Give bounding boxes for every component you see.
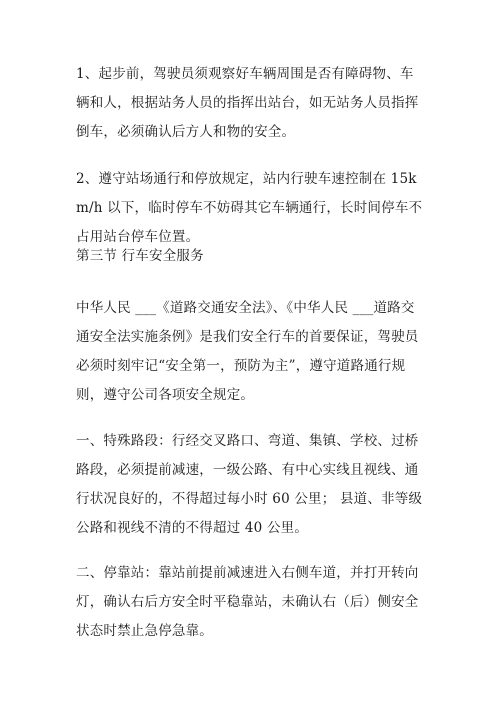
paragraph-departure-safety: 1、起步前，驾驶员须观察好车辆周围是否有障碍物、车辆和人，根据站务人员的指挥出站台，如无站务人员指挥倒车，必须确认后方人和物的安全。	[76, 66, 419, 140]
paragraph-traffic-law: 中华人民 ___《道路交通安全法》、《中华人民 ___道路交通安全法实施条例》是我们安全行车的首要保证，驾驶员必须时刻牢记“安全第一，预防为主”，遵守道路通行规则，遵守公司各项安全规定。	[76, 300, 419, 403]
paragraph-stop-station: 二、停靠站：靠站前提前减速进入右侧车道，并打开转向灯，确认右后方安全时平稳靠站，未确认右（后）侧安全状态时禁止急停急靠。	[76, 565, 419, 639]
section-heading: 第三节 行车安全服务	[76, 248, 204, 264]
paragraph-station-speed: 2、遵守站场通行和停放规定，站内行驶车速控制在 15km/h 以下，临时停车不妨碍其它车辆通行，长时间停车不占用站台停车位置。	[76, 171, 423, 245]
paragraph-special-sections: 一、特殊路段：行经交叉路口、弯道、集镇、学校、过桥路段，必须提前减速，一级公路、有中心实线且视线、通行状况良好的，不得超过每小时 60 公里； 县道、非等级公路和视线不清的不得超过 40 公里。	[76, 433, 423, 536]
